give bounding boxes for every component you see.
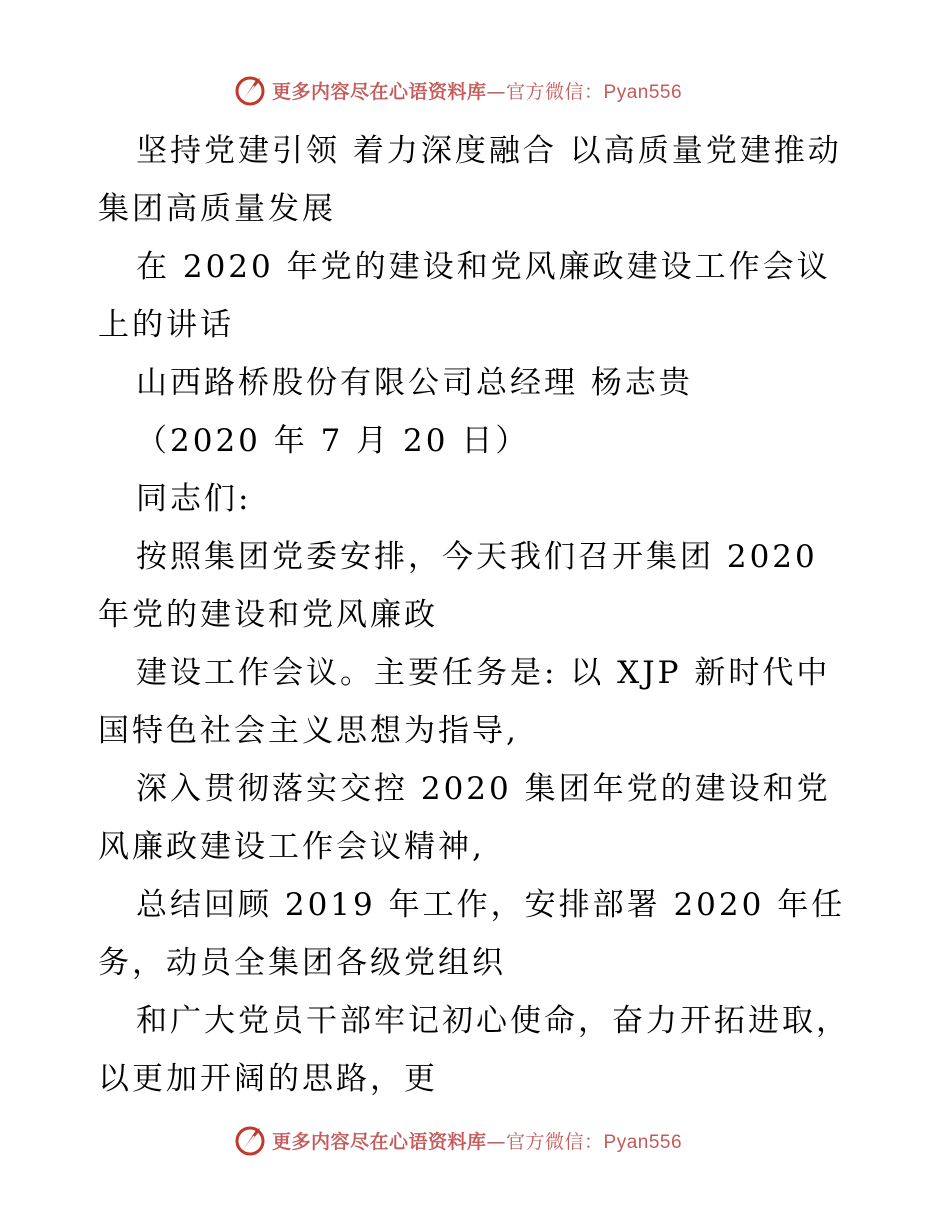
watermark-wechat-id: Pyan556 — [603, 1131, 683, 1153]
doc-paragraph: 按照集团党委安排，今天我们召开集团 2020 年党的建设和党风廉政 — [98, 539, 818, 633]
quill-logo-icon — [232, 72, 268, 108]
doc-paragraph: 深入贯彻落实交控 2020 集团年党的建设和党风廉政建设工作会议精神, — [98, 771, 831, 865]
doc-author: 山西路桥股份有限公司总经理 杨志贵 — [136, 365, 693, 401]
doc-date: （2020 年 7 月 20 日） — [136, 423, 530, 459]
doc-subtitle: 在 2020 年党的建设和党风廉政建设工作会议上的讲话 — [98, 249, 831, 343]
document-body — [98, 122, 858, 1108]
footer-watermark — [232, 1120, 682, 1160]
watermark-brand: 更多内容尽在心语资料库 — [272, 1130, 487, 1153]
watermark-separator: — — [486, 80, 507, 103]
watermark-text — [272, 1127, 682, 1154]
doc-paragraph: 总结回顾 2019 年工作，安排部署 2020 年任务，动员全集团各级党组织 — [98, 887, 846, 981]
watermark-label: 官方微信： — [506, 80, 604, 103]
watermark-text — [272, 77, 682, 104]
watermark-brand: 更多内容尽在心语资料库 — [272, 80, 487, 103]
doc-title: 坚持党建引领 着力深度融合 以高质量党建推动集团高质量发展 — [98, 133, 842, 227]
quill-logo-icon — [232, 1122, 268, 1158]
watermark-separator: — — [486, 1130, 507, 1153]
doc-paragraph: 和广大党员干部牢记初心使命，奋力开拓进取，以更加开阔的思路，更 — [98, 1003, 850, 1097]
doc-salutation: 同志们: — [136, 481, 252, 517]
header-watermark — [232, 70, 682, 110]
doc-paragraph: 建设工作会议。主要任务是: 以 XJP 新时代中国特色社会主义思想为指导, — [98, 655, 831, 749]
watermark-label: 官方微信： — [506, 1130, 604, 1153]
watermark-wechat-id: Pyan556 — [603, 81, 683, 103]
